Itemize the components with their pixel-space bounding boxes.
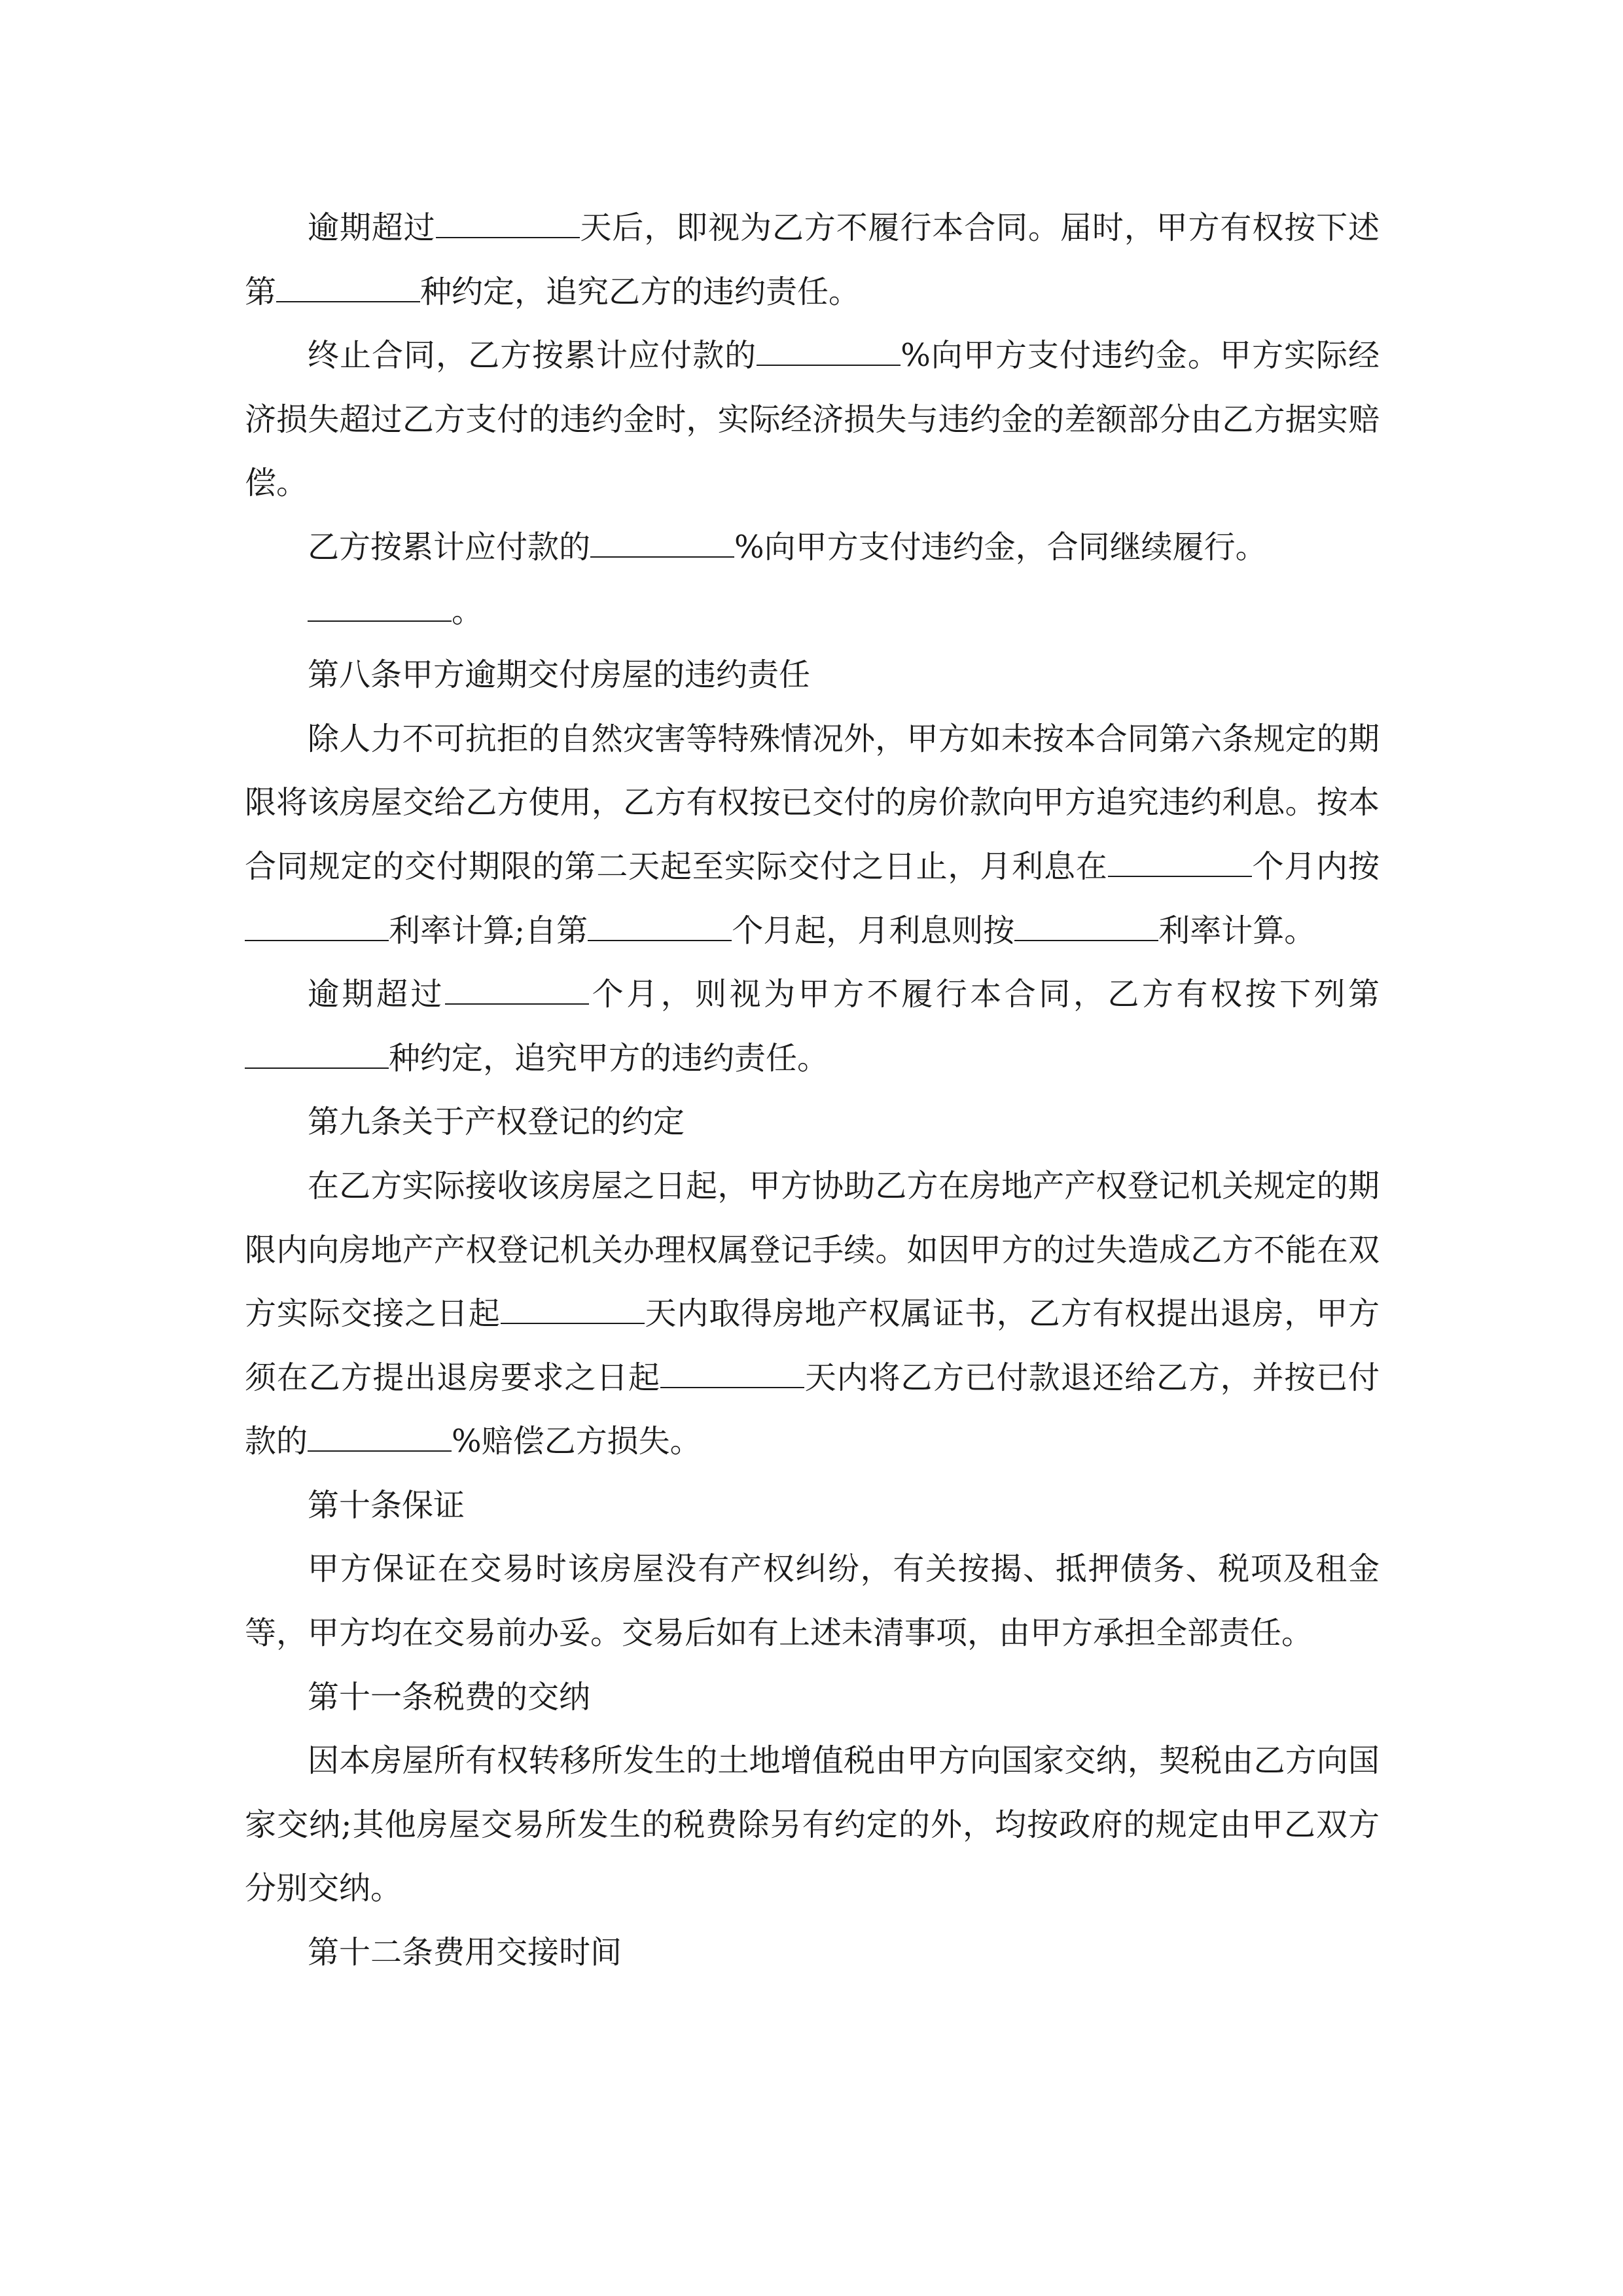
fill-in-blank[interactable] [590,528,734,558]
paragraph-text: 第八条甲方逾期交付房屋的违约责任 [308,656,811,694]
paragraph-text: 个月内按 [1251,848,1380,885]
paragraph-text: %赔偿乙方损失。 [452,1423,702,1460]
contract-paragraph [245,708,1380,963]
contract-paragraph [245,516,1380,580]
paragraph-text: 天后，即视为乙方不履行本合同。届时，甲方有权按下述第 [245,209,1380,310]
fill-in-blank[interactable] [436,209,580,238]
paragraph-text: 天内取得房地产权属证书，乙方有权提出退房，甲方须在乙方提出退房要求之日起 [245,1295,1380,1396]
paragraph-text: 逾期超过 [308,209,436,246]
fill-in-blank[interactable] [308,592,452,621]
paragraph-text: 终止合同，乙方按累计应付款的 [308,337,757,374]
fill-in-blank[interactable] [1108,848,1252,877]
fill-in-blank[interactable] [445,975,589,1005]
paragraph-text: 利率计算;自第 [389,912,588,949]
paragraph-text: 个月，则视为甲方不履行本合同，乙方有权按下列第 [589,976,1380,1013]
paragraph-text: 利率计算。 [1158,912,1316,949]
paragraph-text: 个月起，月利息则按 [732,912,1015,949]
contract-paragraph [245,1729,1380,1921]
paragraph-text: %向甲方支付违约金，合同继续履行。 [734,528,1267,565]
paragraph-text: 第十条保证 [308,1486,465,1524]
paragraph-text: 天内将乙方已付款退还给乙方，并按已付款的 [245,1359,1380,1460]
paragraph-text: %向甲方支付违约金。甲方实际经济损失超过乙方支付的违约金时，实际经济损失与违约金的差额部分由乙方据实赔偿。 [245,337,1380,502]
contract-paragraph [245,1537,1380,1665]
fill-in-blank[interactable] [245,1039,389,1069]
paragraph-text: 种约定，追究甲方的违约责任。 [389,1039,829,1077]
paragraph-text: 甲方保证在交易时该房屋没有产权纠纷，有关按揭、抵押债务、税项及租金等，甲方均在交易前办妥。交易后如有上述未清事项，由甲方承担全部责任。 [245,1551,1380,1652]
document-page [245,196,1380,1985]
fill-in-blank[interactable] [1014,911,1158,941]
article-heading [245,1666,1380,1730]
paragraph-text: 种约定，追究乙方的违约责任。 [420,273,861,310]
fill-in-blank[interactable] [245,911,389,941]
article-heading [245,1090,1380,1155]
fill-in-blank[interactable] [308,1422,452,1452]
paragraph-text: 除人力不可抗拒的自然灾害等特殊情况外，甲方如未按本合同第六条规定的期限将该房屋交给乙方使用，乙方有权按已交付的房价款向甲方追究违约利息。按本合同规定的交付期限的第二天起至实际交付之日止，月利息在 [245,720,1380,885]
paragraph-text: 。 [452,592,484,630]
contract-paragraph [245,196,1380,324]
contract-paragraph [245,963,1380,1090]
article-heading [245,1474,1380,1538]
article-heading [245,643,1380,708]
contract-paragraph [245,1155,1380,1474]
contract-paragraph [245,580,1380,644]
fill-in-blank[interactable] [276,272,420,302]
fill-in-blank[interactable] [501,1295,645,1324]
paragraph-text: 第十二条费用交接时间 [308,1934,622,1971]
contract-paragraph [245,324,1380,516]
fill-in-blank[interactable] [660,1359,804,1388]
paragraph-text: 第十一条税费的交纳 [308,1678,591,1715]
paragraph-text: 逾期超过 [308,976,446,1013]
article-heading [245,1921,1380,1985]
paragraph-text: 因本房屋所有权转移所发生的土地增值税由甲方向国家交纳，契税由乙方向国家交纳;其他房屋交易所发生的税费除另有约定的外，均按政府的规定由甲乙双方分别交纳。 [245,1742,1380,1907]
paragraph-text: 在乙方实际接收该房屋之日起，甲方协助乙方在房地产产权登记机关规定的期限内向房地产产权登记机关办理权属登记手续。如因甲方的过失造成乙方不能在双方实际交接之日起 [245,1167,1380,1333]
fill-in-blank[interactable] [588,911,732,941]
fill-in-blank[interactable] [757,336,901,366]
paragraph-text: 乙方按累计应付款的 [308,528,591,565]
paragraph-text: 第九条关于产权登记的约定 [308,1103,685,1141]
